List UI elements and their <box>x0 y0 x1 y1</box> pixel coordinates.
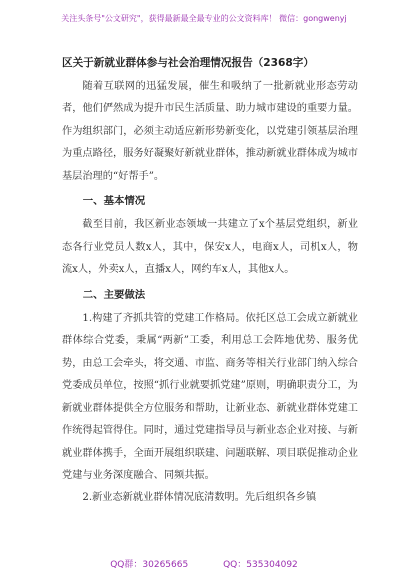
document-title: 区关于新就业群体参与社会治理情况报告（2368字） <box>62 57 314 69</box>
intro-paragraph: 随着互联网的迅猛发展，催生和吸纳了一批新就业形态劳动者，他们俨然成为提升市民生活质量、助力城市建设的重要力量。作为组织部门，必须主动适应新形势新变化，以党建引领基层治理为重点路径，服务好凝聚好新就业群体，推动新就业群体成为城市基层治理的“好帮手”。 <box>62 81 358 182</box>
practice-item-1: 1.构建了齐抓共管的党建工作格局。依托区总工会成立新就业群体综合党委，秉属“两新”工委，利用总工会阵地优势、服务优势，由总工会牵头，将交通、市监、商务等相关行业部门纳入综合党委成员单位，按照“抓行业就要抓党建”原则，明确职责分工，为新就业群体提供全方位服务和帮助，让新业态、新就业群体党建工作统得起管得住。同时，通过党建指导员与新业态企业对接、与新就业群体携手，全面开展组织联建、问题联解、项目联促推动企业党建与业务深度融合、同频共振。 <box>62 313 358 481</box>
document-body <box>62 56 358 510</box>
practice-item-2: 2.新业态新就业群体情况底清数明。先后组织各乡镇 <box>82 492 317 504</box>
qq-group-text: QQ群：30265665 <box>110 560 189 570</box>
watermark-banner: 关注头条号"公文研究"，获得最新最全最专业的公文资料库！ 微信：gongwenyj <box>61 14 347 23</box>
section-heading-practices: 二、主要做法 <box>82 288 146 301</box>
basic-situation-paragraph: 截至目前，我区新业态领域一共建立了x个基层党组织，新业态各行业党员人数x人，其中，保安x人，电商x人，司机x人，物流x人，外卖x人，直播x人，网约车x人，其他x人。 <box>62 219 358 276</box>
qq-text: QQ：535304092 <box>223 560 298 570</box>
section-heading-basic: 一、基本情况 <box>82 195 146 208</box>
watermark-footer <box>0 557 408 570</box>
